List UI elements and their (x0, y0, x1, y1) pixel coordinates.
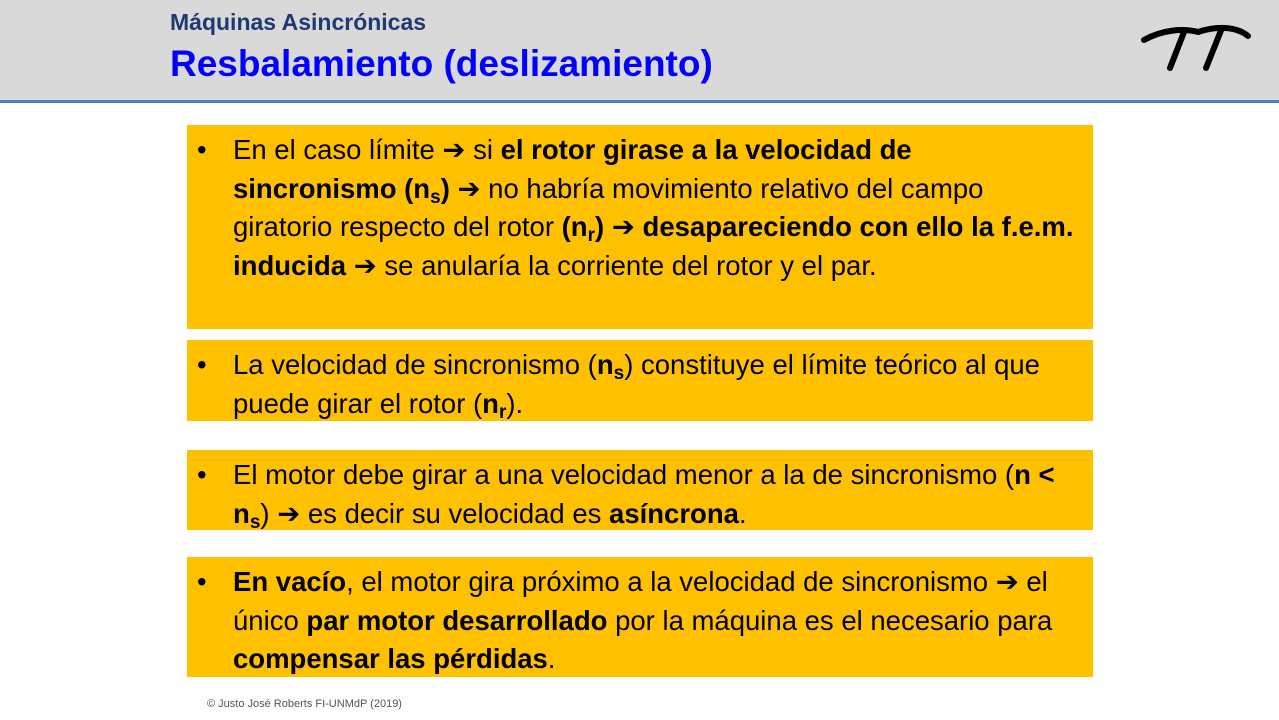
text-segment: es decir su velocidad es (300, 497, 610, 529)
subscript-segment: r (587, 225, 596, 246)
text-segment: no habría movimiento relativo del campo giratorio respecto del rotor (233, 172, 984, 242)
text-segment: ➔ (457, 172, 481, 204)
text-segment: ) (440, 172, 450, 204)
text-segment: desapareciendo con ello la f.e.m. inducida (233, 211, 1074, 281)
text-segment: el rotor girase a la velocidad de sincronismo (n (233, 134, 912, 204)
text-segment: . (738, 497, 747, 529)
text-segment: ) (260, 497, 278, 529)
text-segment: ) (595, 211, 605, 242)
bullet-marker: • (197, 134, 207, 165)
text-segment: n (596, 349, 614, 380)
bullet-box-1 (187, 125, 1093, 329)
text-segment: par motor desarrollado (306, 604, 608, 636)
slide-title: Resbalamiento (deslizamiento) (170, 43, 713, 84)
text-segment: ) constituye el límite teórico al que puede girar el rotor ( (233, 349, 1040, 419)
copyright-footer: © Justo José Roberts FI-UNMdP (2019) (207, 698, 402, 710)
text-segment: por la máquina es el necesario para (607, 604, 1053, 636)
text-segment: el único (233, 566, 1048, 636)
bullet-marker: • (197, 349, 207, 380)
text-segment: si (465, 134, 501, 165)
text-segment: El motor debe girar a una velocidad menor a la de sincronismo ( (233, 459, 1015, 490)
bullet-marker: • (197, 566, 207, 597)
text-segment: ➔ (995, 566, 1019, 597)
text-segment: ➔ (611, 211, 635, 242)
text-segment: , el motor gira próximo a la velocidad de sincronismo (346, 566, 996, 597)
text-segment (604, 211, 612, 242)
text-segment: n (482, 387, 499, 419)
bullet-text-2 (233, 349, 1040, 423)
bullet-box-4 (187, 557, 1093, 677)
bullet-text-1 (233, 134, 1074, 281)
bullet-text-3 (233, 459, 1055, 533)
text-segment: ➔ (277, 497, 301, 529)
text-segment (635, 211, 643, 242)
text-segment (450, 173, 458, 204)
subscript-segment: s (430, 186, 441, 208)
bullet-box-3 (187, 450, 1093, 533)
text-segment: n < n (233, 459, 1055, 529)
slide-subtitle: Máquinas Asincrónicas (170, 9, 427, 35)
text-segment: . (547, 643, 556, 674)
text-segment: compensar las pérdidas (233, 643, 548, 674)
text-segment: asíncrona (609, 497, 739, 529)
subscript-segment: s (249, 511, 261, 533)
text-segment: ). (506, 387, 524, 419)
bullet-marker: • (197, 459, 207, 490)
text-segment: En el caso límite (233, 134, 443, 165)
ft-logo-icon (1140, 18, 1252, 72)
subscript-segment: r (498, 401, 507, 423)
text-segment: ➔ (442, 134, 466, 165)
text-segment: se anularía la corriente del rotor y el par. (376, 249, 877, 281)
bullet-text-4 (233, 566, 1052, 674)
text-segment: (n (561, 211, 588, 242)
bullet-box-2 (187, 340, 1093, 421)
subscript-segment: s (613, 363, 625, 384)
slide-header (0, 0, 1279, 103)
text-segment (346, 250, 354, 281)
text-segment: ➔ (353, 249, 377, 281)
text-segment: La velocidad de sincronismo ( (233, 349, 597, 380)
text-segment: En vacío (233, 566, 347, 597)
